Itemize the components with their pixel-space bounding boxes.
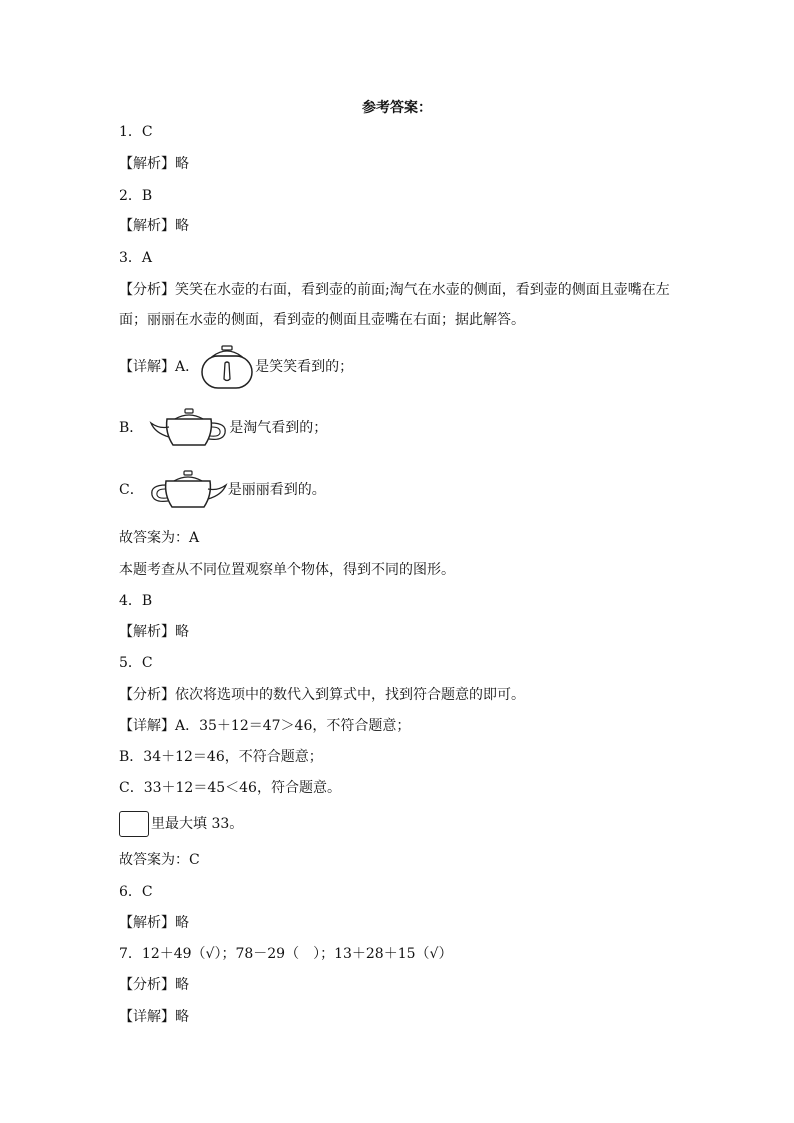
analysis-2: 【解析】略 <box>119 218 189 234</box>
answer-4: 4．B <box>119 593 153 609</box>
analysis-1: 【解析】略 <box>119 156 189 172</box>
detail-c <box>119 467 326 513</box>
detail-5-a: 【详解】A．35＋12＝47＞46，不符合题意； <box>119 718 411 734</box>
answer-1: 1．C <box>119 124 153 140</box>
detail-5-b: B．34＋12＝46，不符合题意； <box>119 749 323 765</box>
note-3: 本题考查从不同位置观察单个物体，得到不同的图形。 <box>119 562 455 578</box>
detail-a-prefix: 【详解】A． <box>119 359 200 375</box>
detail-b <box>119 405 327 451</box>
answer-6: 6．C <box>119 884 153 900</box>
analysis-4: 【解析】略 <box>119 624 189 640</box>
detail-a <box>119 342 353 392</box>
analysis-5: 【分析】依次将选项中的数代入到算式中，找到符合题意的即可。 <box>119 687 525 703</box>
teapot-spout-left-icon <box>149 405 229 451</box>
detail-a-suffix: 是笑笑看到的； <box>255 359 354 375</box>
detail-b-suffix: 是淘气看到的； <box>229 420 328 436</box>
detail-c-prefix: C． <box>119 482 144 498</box>
conclusion-3: 故答案为：A <box>119 530 200 546</box>
answer-5: 5．C <box>119 655 153 671</box>
analysis-3-line2: 面；丽丽在水壶的侧面，看到壶的侧面且壶嘴在右面；据此解答。 <box>119 312 525 328</box>
detail-7: 【详解】略 <box>119 1009 189 1025</box>
detail-b-prefix: B． <box>119 420 144 436</box>
teapot-spout-right-icon <box>150 467 228 513</box>
fill-box-text: 里最大填 33。 <box>151 816 244 832</box>
page-title: 参考答案： <box>362 100 432 116</box>
teapot-front-icon <box>199 342 255 392</box>
answer-3: 3．A <box>119 250 153 266</box>
detail-c-suffix: 是丽丽看到的。 <box>227 482 326 498</box>
fill-box-line <box>119 810 243 838</box>
detail-5-c: C．33＋12＝45＜46，符合题意。 <box>119 780 341 796</box>
answer-2: 2．B <box>119 188 153 204</box>
conclusion-5: 故答案为：C <box>119 852 200 868</box>
analysis-6: 【解析】略 <box>119 915 189 931</box>
answer-7: 7．12＋49（√）；78－29（ ）；13＋28＋15（√） <box>119 946 453 962</box>
answer-box-icon <box>119 811 149 837</box>
analysis-7: 【分析】略 <box>119 977 189 993</box>
analysis-3-line1: 【分析】笑笑在水壶的右面，看到壶的前面;淘气在水壶的侧面，看到壶的侧面且壶嘴在左 <box>119 282 670 298</box>
